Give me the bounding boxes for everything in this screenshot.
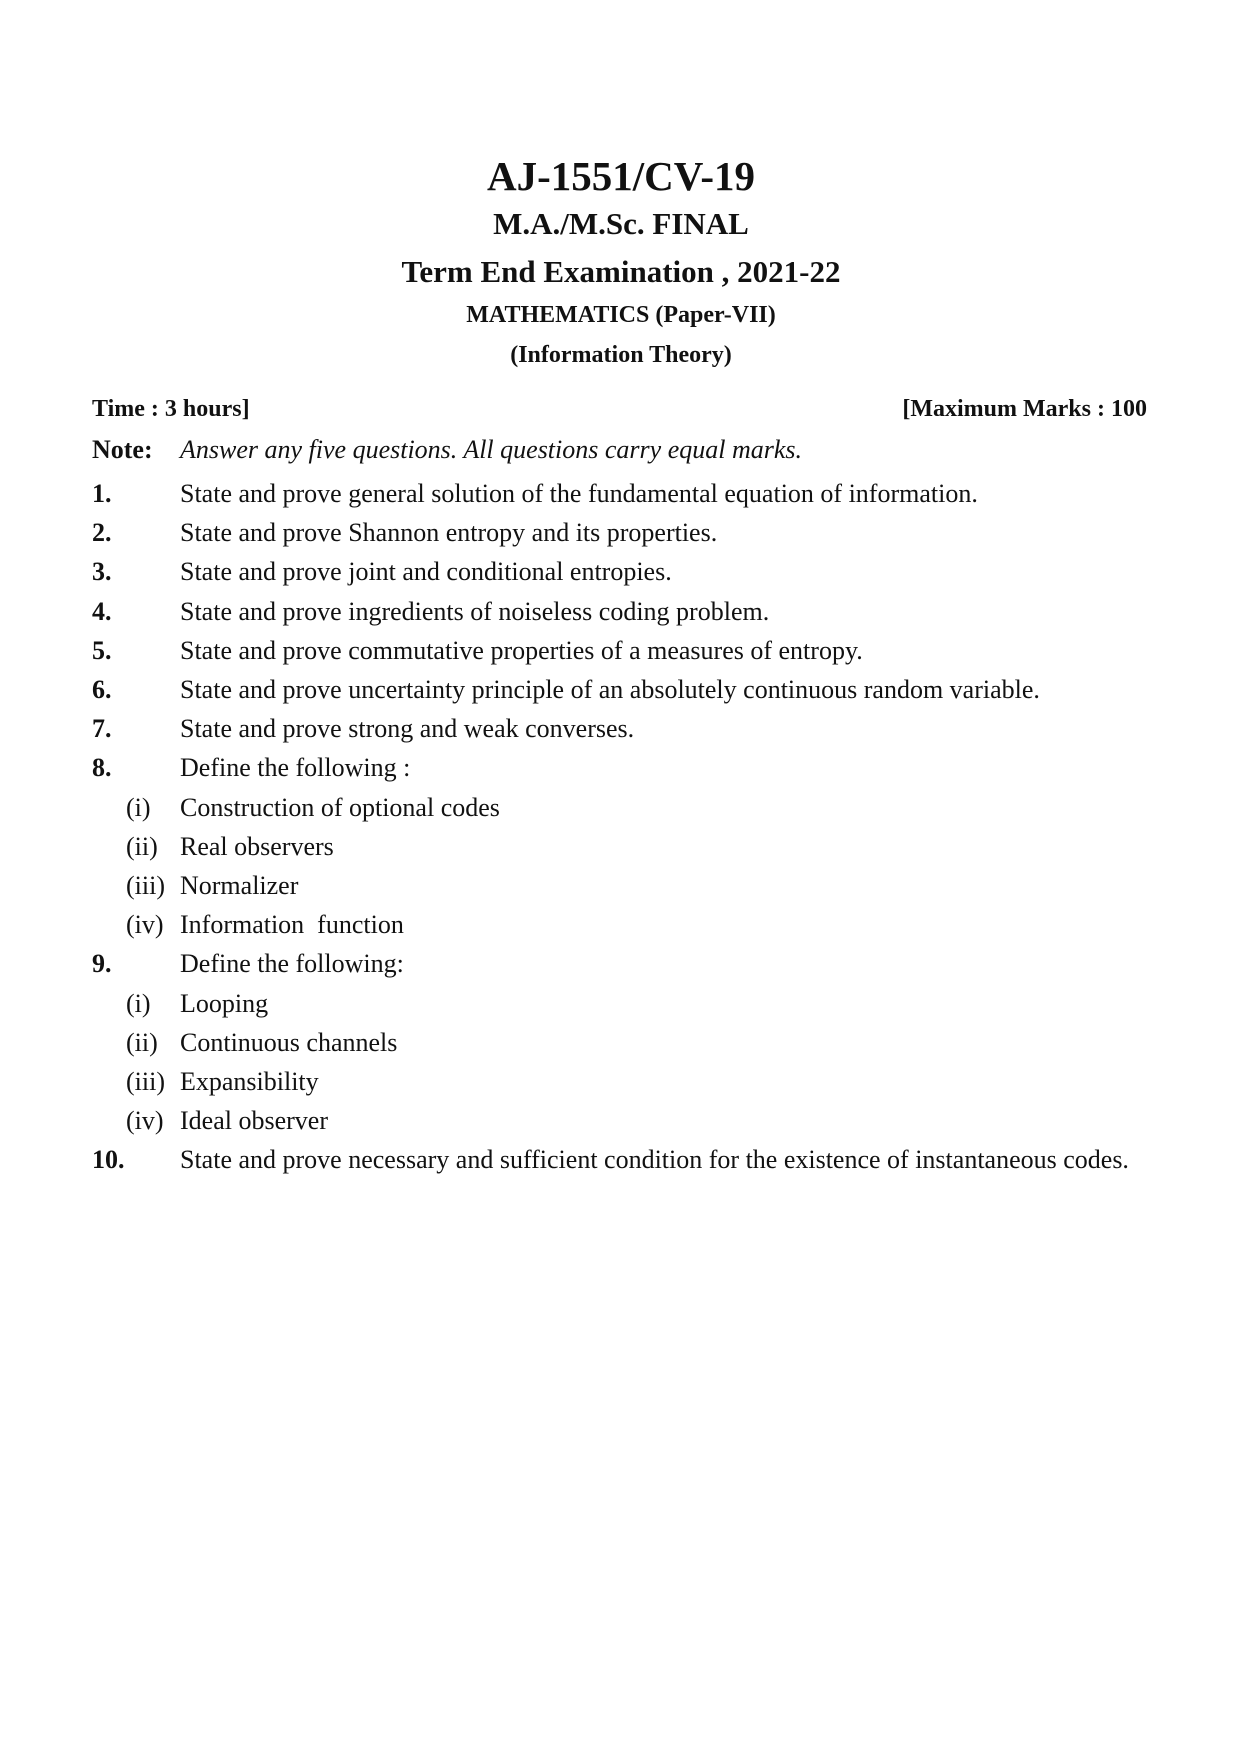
question-8-part-iii: [92, 866, 1157, 905]
question-text: State and prove Shannon entropy and its properties.: [180, 518, 718, 548]
question-9-part-iii: [92, 1062, 1157, 1101]
part-text: Expansibility: [180, 1067, 319, 1097]
question-7: [92, 709, 1157, 748]
question-number: 7.: [92, 714, 112, 744]
part-number: (i): [126, 988, 151, 1018]
question-6: [92, 670, 1157, 709]
question-9-part-ii: [92, 1023, 1157, 1062]
part-text: Real observers: [180, 831, 334, 861]
part-text: Looping: [180, 988, 269, 1018]
part-number: (i): [126, 792, 151, 822]
part-number: (iii): [126, 871, 165, 901]
part-text: Information function: [180, 910, 404, 940]
note: [92, 435, 802, 465]
question-number: 5.: [92, 635, 112, 665]
part-text: Continuous channels: [180, 1027, 398, 1057]
part-text: Ideal observer: [180, 1106, 328, 1136]
question-text: State and prove strong and weak converses.: [180, 714, 635, 744]
maximum-marks: [Maximum Marks : 100: [902, 396, 1147, 422]
question-9-part-i: [92, 984, 1157, 1023]
question-9-part-iv: [92, 1101, 1157, 1140]
course-title: M.A./M.Sc. FINAL: [493, 206, 749, 241]
question-5: [92, 631, 1157, 670]
question-9: [92, 944, 1157, 983]
part-text: Construction of optional codes: [180, 792, 500, 822]
part-number: (ii): [126, 831, 158, 861]
question-list: [92, 474, 1157, 1180]
question-2: [92, 513, 1157, 552]
subject-title: MATHEMATICS (Paper-VII): [466, 302, 776, 328]
question-text: State and prove uncertainty principle of an absolutely continuous random variable.: [180, 675, 1040, 705]
time-allowed: Time : 3 hours]: [92, 396, 250, 422]
question-text: State and prove necessary and sufficient condition for the existence of instantaneous codes.: [180, 1145, 1129, 1175]
question-8: [92, 748, 1157, 787]
note-text: Answer any five questions. All questions carry equal marks.: [180, 435, 803, 464]
question-8-part-ii: [92, 827, 1157, 866]
part-number: (ii): [126, 1027, 158, 1057]
question-number: 2.: [92, 518, 112, 548]
question-number: 10.: [92, 1145, 125, 1175]
question-number: 8.: [92, 753, 112, 783]
question-number: 4.: [92, 596, 112, 626]
part-number: (iv): [126, 1106, 164, 1136]
question-8-part-iv: [92, 905, 1157, 944]
paper-code: AJ-1551/CV-19: [487, 153, 755, 199]
exam-title: Term End Examination , 2021-22: [401, 254, 841, 289]
question-10: [92, 1140, 1157, 1179]
question-text: State and prove general solution of the fundamental equation of information.: [180, 479, 978, 508]
question-text: Define the following:: [180, 949, 404, 979]
question-number: 9.: [92, 949, 112, 979]
question-3: [92, 552, 1157, 591]
question-text: State and prove joint and conditional entropies.: [180, 557, 672, 587]
question-number: 3.: [92, 557, 112, 587]
question-number: 6.: [92, 675, 112, 705]
question-text: State and prove commutative properties of a measures of entropy.: [180, 635, 863, 665]
question-1: [92, 474, 1157, 513]
question-text: Define the following :: [180, 753, 411, 783]
paper-topic: (Information Theory): [510, 342, 732, 368]
part-number: (iv): [126, 910, 164, 940]
question-8-part-i: [92, 788, 1157, 827]
question-text: State and prove ingredients of noiseless coding problem.: [180, 596, 770, 626]
note-label: Note:: [92, 435, 153, 464]
question-number: 1.: [92, 479, 112, 508]
part-text: Normalizer: [180, 871, 299, 901]
question-4: [92, 592, 1157, 631]
part-number: (iii): [126, 1067, 165, 1097]
